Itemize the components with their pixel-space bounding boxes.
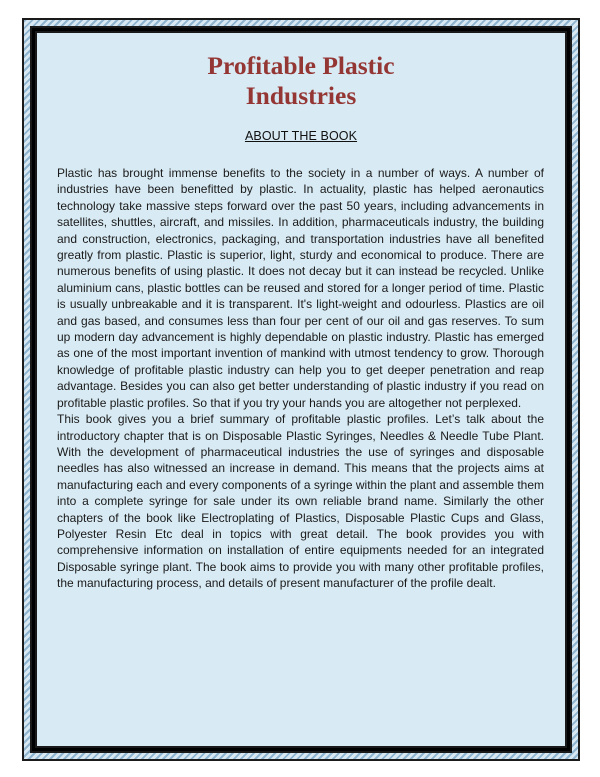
paragraph-2: This book gives you a brief summary of profitable plastic profiles. Let’s talk about the introductory chapter that is on Disposable Plastic Syringes, Needles & Needle Tube Plant. With the development of pharmaceutical industries the use of syringes and disposable needles has also witnessed an increase in demand. This means that the projects aims at manufacturing each and every components of a syringe within the plant and assemble them into a complete syringe for sale under its own reliable brand name. Similarly the other chapters of the book like Electroplating of Plastics, Disposable Plastic Cups and Glass, Polyester Resin Etc deal in topics with great detail. The book provides you with comprehensive information on installation of entire equipments needed for an integrated Disposable syringe plant. The book aims to provide you with many other profitable profiles, the manufacturing process, and details of present manufacturer of the profile dealt. <box>57 412 544 591</box>
title-line-1: Profitable Plastic <box>207 51 395 80</box>
body-text <box>57 165 544 592</box>
paragraph-1: Plastic has brought immense benefits to the society in a number of ways. A number of industries have been benefitted by plastic. In actuality, plastic has helped aeronautics technology take massive steps forward over the past 50 years, including advancements in satellites, shuttles, aircraft, and missiles. In addition, pharmaceuticals industry, the building and construction, electronics, packaging, and transportation industries have all benefited greatly from plastic. Plastic is superior, light, sturdy and economical to produce. There are numerous benefits of using plastic. It does not decay but it can instead be recycled. Unlike aluminium cans, plastic bottles can be reused and stored for a longer period of time. Plastic is usually unbreakable and it is transparent. It's light-weight and odourless. Plastics are oil and gas based, and consumes less than four per cent of our oil and gas reserves. To sum up modern day advancement is highly dependable on plastic industry. Plastic has emerged as one of the most important invention of mankind with utmost tendency to grow. Thorough knowledge of profitable plastic industry can help you to get deeper penetration and reap advantage. Besides you can also get better understanding of plastic industry if you read on profitable plastic profiles. So that if you try your hands you are altogether not perplexed. <box>57 166 544 410</box>
page-title <box>35 51 567 111</box>
title-line-2: Industries <box>245 81 357 110</box>
section-heading: ABOUT THE BOOK <box>244 129 358 143</box>
